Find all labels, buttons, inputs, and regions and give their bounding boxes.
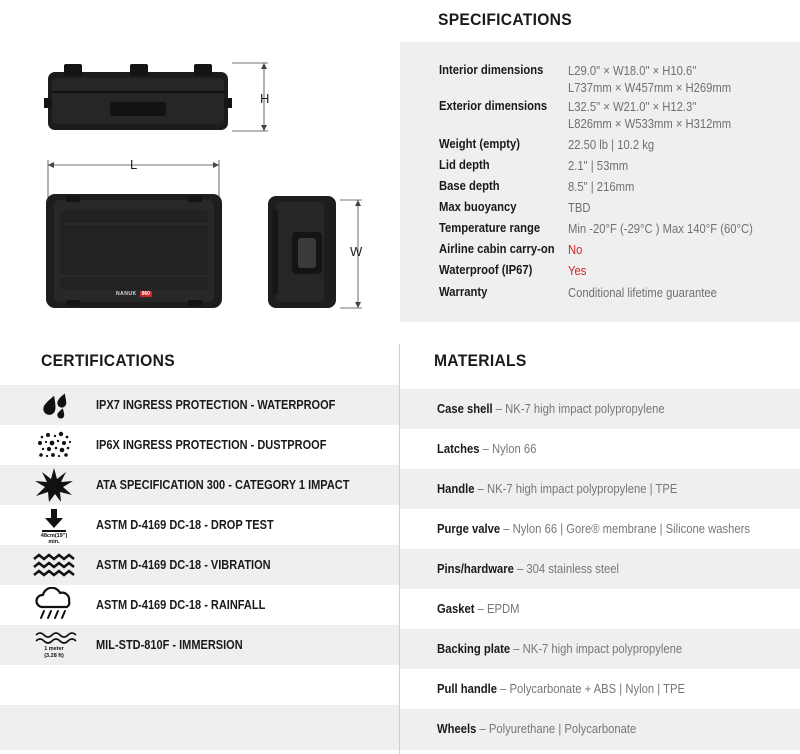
- material-row-latches: [400, 429, 800, 469]
- immersion-depth-caption-ft: (3.28 ft): [44, 652, 64, 659]
- material-row-case-shell: [400, 389, 800, 429]
- length-label: L: [130, 157, 138, 172]
- material-row-wheels: [400, 709, 800, 750]
- impact-burst-icon: [28, 467, 80, 503]
- case-front-view: [44, 64, 232, 130]
- vibration-waves-icon: [28, 547, 80, 583]
- material-name: Handle: [437, 482, 475, 496]
- spec-label: Weight (empty): [439, 137, 521, 151]
- cert-label: ATA SPECIFICATION 300 - CATEGORY 1 IMPACT: [96, 478, 350, 492]
- material-row-purge-valve: [400, 509, 800, 549]
- spec-value: TBD: [568, 201, 591, 215]
- material-name: Backing plate: [437, 642, 511, 656]
- material-desc: – Nylon 66 | Gore® membrane | Silicone washers: [500, 522, 751, 536]
- cert-row-empty-shaded: [0, 705, 399, 750]
- water-drops-icon: [28, 387, 80, 423]
- spec-label: Exterior dimensions: [439, 99, 548, 113]
- spec-value-metric: L826mm × W533mm × H312mm: [568, 117, 732, 131]
- material-row-backing-plate: [400, 629, 800, 669]
- cert-row-ip6x: [0, 425, 399, 465]
- cert-row-immersion: [0, 625, 399, 665]
- spec-value: 22.50 lb | 10.2 kg: [568, 138, 655, 152]
- material-name: Case shell: [437, 402, 493, 416]
- spec-value-metric: L737mm × W457mm × H269mm: [568, 81, 732, 95]
- material-name: Gasket: [437, 602, 475, 616]
- material-desc: – 304 stainless steel: [513, 562, 619, 576]
- spec-label: Waterproof (IP67): [439, 263, 533, 277]
- spec-value: 8.5" | 216mm: [568, 180, 635, 194]
- cert-row-vibration: [0, 545, 399, 585]
- width-label: W: [350, 244, 363, 259]
- case-logo-badge: [116, 290, 152, 298]
- spec-value: Min -20°F (-29°C ) Max 140°F (60°C): [568, 222, 753, 236]
- immersion-depth-caption: 1 meter: [44, 646, 64, 652]
- spec-label: Base depth: [439, 179, 500, 193]
- material-desc: – EPDM: [474, 602, 520, 616]
- spec-label: Temperature range: [439, 221, 541, 235]
- material-desc: – Nylon 66: [479, 442, 537, 456]
- cert-label: ASTM D-4169 DC-18 - VIBRATION: [96, 558, 271, 572]
- cert-label: IPX7 INGRESS PROTECTION - WATERPROOF: [96, 398, 336, 412]
- cert-label: MIL-STD-810F - IMMERSION: [96, 638, 243, 652]
- cert-row-drop-test: [0, 505, 399, 545]
- material-name: Purge valve: [437, 522, 501, 536]
- cert-row-ata300: [0, 465, 399, 505]
- immersion-waves-icon: [28, 627, 80, 663]
- case-brand-text: NANUK: [116, 291, 137, 297]
- material-row-handle: [400, 469, 800, 509]
- material-desc: – NK-7 high impact polypropylene | TPE: [474, 482, 678, 496]
- material-row-gasket: [400, 589, 800, 629]
- spec-value: L32.5" × W21.0" × H12.3": [568, 100, 697, 114]
- case-model-badge: 960: [141, 291, 150, 297]
- spec-label: Warranty: [439, 285, 488, 299]
- drop-arrow-icon: [28, 507, 80, 543]
- material-name: Pull handle: [437, 682, 498, 696]
- case-side-view: [268, 196, 336, 308]
- spec-label: Airline cabin carry-on: [439, 242, 555, 256]
- drop-height-caption: 48cm(19"): [40, 533, 68, 539]
- cert-row-rainfall: [0, 585, 399, 625]
- material-desc: – NK-7 high impact polypropylene: [510, 642, 683, 656]
- material-desc: – NK-7 high impact polypropylene: [492, 402, 665, 416]
- spec-label: Max buoyancy: [439, 200, 517, 214]
- materials-title: MATERIALS: [434, 351, 527, 370]
- spec-value-yes: Yes: [568, 264, 587, 278]
- height-label: H: [260, 91, 270, 106]
- spec-value: 2.1" | 53mm: [568, 159, 629, 173]
- material-desc: – Polyurethane | Polycarbonate: [476, 722, 637, 736]
- material-desc: – Polycarbonate + ABS | Nylon | TPE: [497, 682, 685, 696]
- certifications-title: CERTIFICATIONS: [41, 351, 175, 370]
- spec-label: Interior dimensions: [439, 63, 544, 77]
- material-row-pins-hardware: [400, 549, 800, 589]
- cert-row-empty: [0, 665, 399, 705]
- spec-value-no: No: [568, 243, 583, 257]
- cert-label: ASTM D-4169 DC-18 - DROP TEST: [96, 518, 274, 532]
- spec-label: Lid depth: [439, 158, 490, 172]
- material-name: Wheels: [437, 722, 477, 736]
- material-name: Latches: [437, 442, 480, 456]
- case-drawings: [0, 0, 400, 330]
- spec-value: L29.0" × W18.0" × H10.6": [568, 64, 697, 78]
- product-images: [0, 0, 400, 330]
- dust-particles-icon: [28, 427, 80, 463]
- material-name: Pins/hardware: [437, 562, 514, 576]
- rain-cloud-icon: [28, 587, 80, 623]
- cert-row-ipx7: [0, 385, 399, 425]
- drop-height-caption-min: min.: [48, 539, 60, 545]
- specifications-title: SPECIFICATIONS: [438, 10, 572, 29]
- cert-label: ASTM D-4169 DC-18 - RAINFALL: [96, 598, 266, 612]
- spec-value: Conditional lifetime guarantee: [568, 286, 717, 300]
- cert-label: IP6X INGRESS PROTECTION - DUSTPROOF: [96, 438, 327, 452]
- material-row-pull-handle: [400, 669, 800, 709]
